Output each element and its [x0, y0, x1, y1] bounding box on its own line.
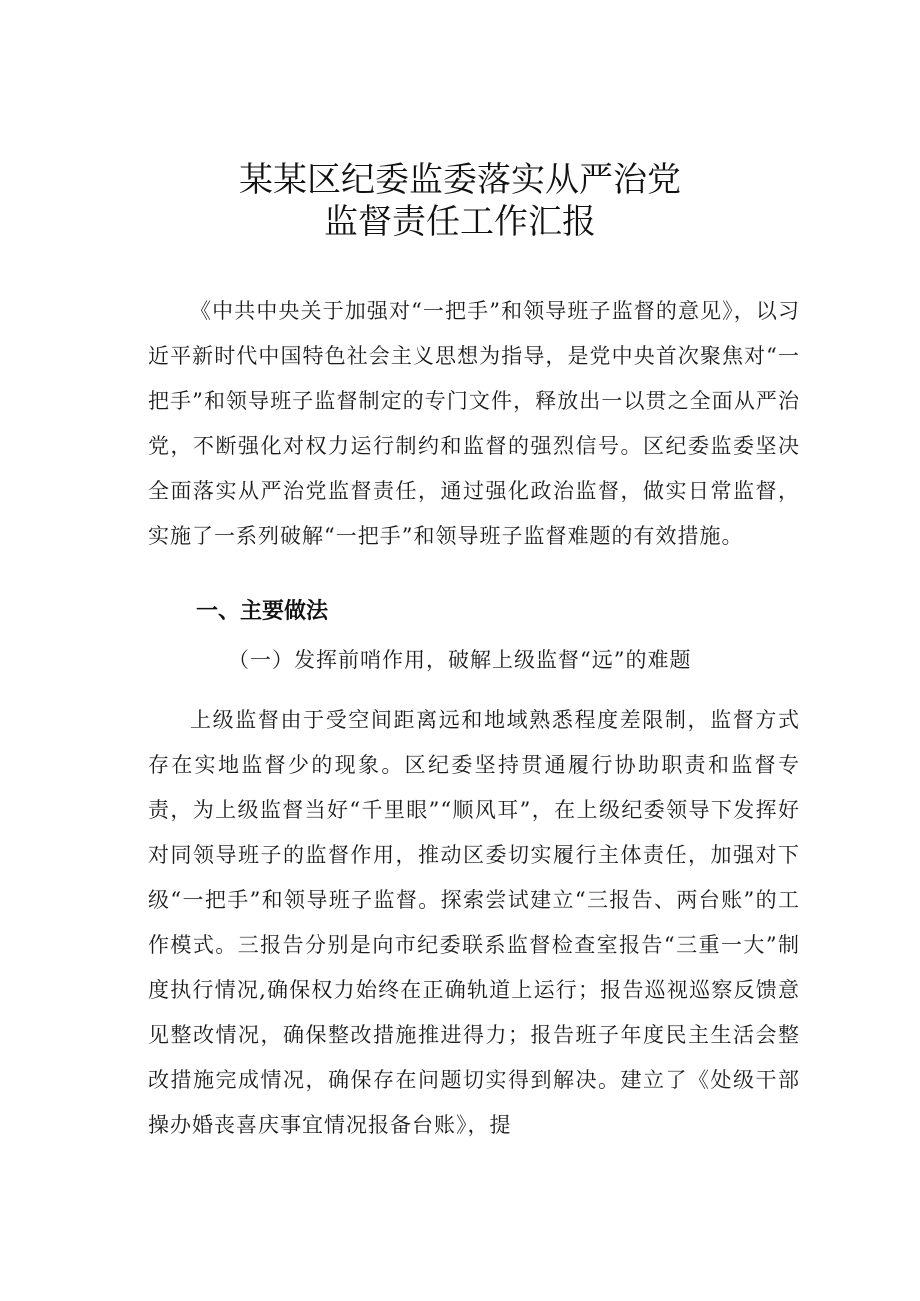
section-heading: 一、主要做法 [196, 599, 329, 624]
document-title-line-1: 某某区纪委监委落实从严治党 [239, 160, 681, 200]
section-paragraph: 上级监督由于受空间距离远和地域熟悉程度差限制，监督方式存在实地监督少的现象。区纪委坚持贯通履行协助职责和监督专责，为上级监督当好“千里眼”“顺风耳”，在上级纪委领导下发挥好对同领导班子的监督作用，推动区委切实履行主体责任，加强对下级“一把手”和领导班子监督。探索尝试建立“三报告、两台账”的工作模式。三报告分别是向市纪委联系监督检查室报告“三重一大”制度执行情况,确保权力始终在正确轨道上运行；报告巡视巡察反馈意见整改情况，确保整改措施推进得力；报告班子年度民主生活会整改措施完成情况，确保存在问题切实得到解决。建立了《处级干部操办婚丧喜庆事宜情况报备台账》，提 [148, 708, 800, 1137]
intro-paragraph: 《中共中央关于加强对“一把手”和领导班子监督的意见》，以习近平新时代中国特色社会主义思想为指导，是党中央首次聚焦对“一把手”和领导班子监督制定的专门文件，释放出一以贯之全面从严治党，不断强化对权力运行制约和监督的强烈信号。区纪委监委坚决全面落实从严治党监督责任，通过强化政治监督，做实日常监督，实施了一系列破解“一把手”和领导班子监督难题的有效措施。 [148, 299, 800, 548]
subsection-heading: （一）发挥前哨作用，破解上级监督“远”的难题 [228, 648, 692, 672]
document-title-line-2: 监督责任工作汇报 [324, 202, 596, 242]
